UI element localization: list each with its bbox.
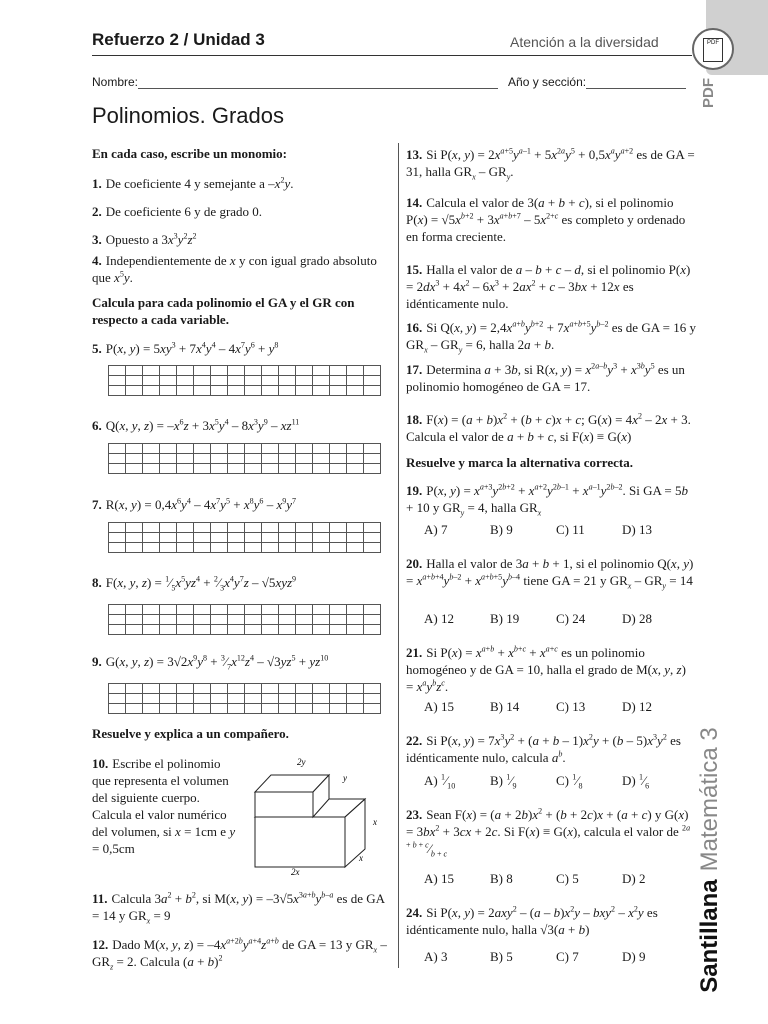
pdf-icon [703, 38, 723, 62]
brand-subject: Matemática 3 [696, 727, 723, 872]
section-label: Año y sección: [508, 75, 587, 89]
name-label: Nombre: [92, 75, 139, 89]
question-10: 10. Escribe el polinomio que representa el volumen del siguiente cuerpo. Calcula el valor numérico del volumen, si x = 1cm e y = 0,5cm [92, 756, 236, 856]
publisher-brand [696, 710, 736, 1010]
question-2: 2. De coeficiente 6 y de grado 0. [92, 204, 263, 219]
answer-grid-8[interactable] [108, 604, 381, 635]
option-19-b[interactable]: B) 9 [490, 522, 513, 537]
question-15: 15. Halla el valor de a – b + c – d, si el polinomio $P(x) = 2dx^3 + 4x^2 - 6x^3 + 2ax^2 + c - 3bx + 12x$ es idénticamente nulo. [406, 262, 691, 311]
instruction-calcula: Calcula para cada polinomio el GA y el GR con respecto a cada variable. [92, 295, 355, 327]
option-19-a[interactable]: A) 7 [424, 522, 448, 537]
answer-grid-7[interactable] [108, 522, 381, 553]
option-21-c[interactable]: C) 13 [556, 699, 586, 714]
option-22-b[interactable]: B) $^1⁄_9$ [490, 772, 517, 791]
figure-label-2x: 2x [291, 867, 300, 877]
instruction-monomio: En cada caso, escribe un monomio: [92, 146, 287, 161]
option-23-d[interactable]: D) 2 [622, 871, 646, 886]
question-24: 24. Si P(x, $y) = 2axy^2 - (a - b)x^2y - bxy^2 - x^2y$ es idénticamente nulo, halla √3(a + b) [406, 904, 658, 937]
question-22: 22. Si P(x, $y) = 7x^3y^2 + (a + b - 1)x^2y + (b - 5)x^3y^2$ es idénticamente nulo, calcula $a^b$. [406, 732, 681, 765]
question-6: 6. Q(x, y, $z) = -x^6z + 3x^5y^4 - 8x^3y^9 - xz^{11}$ [92, 417, 300, 433]
question-4: 4. Independientemente de x y con igual grado absoluto que $x^5y$. [92, 253, 377, 285]
option-24-d[interactable]: D) 9 [622, 949, 646, 964]
figure-label-x-depth: x [359, 853, 363, 863]
question-13: 13. Si P(x, $y) = 2x^{a+5}y^{a-1} + 5x^{2a}y^5 + 0,5x^ay^{a+2}$ es de GA = 31, halla $GR_x - GR_y$. [406, 146, 695, 182]
options-20 [424, 610, 688, 627]
answer-grid-5[interactable] [108, 365, 381, 396]
option-20-a[interactable]: A) 12 [424, 611, 454, 626]
section-field[interactable] [586, 77, 686, 89]
solid-figure [245, 757, 385, 877]
question-20: 20. Halla el valor de 3a + b + 1, si el polinomio Q(x, $y) = x^{a+b+4}y^{b-2} + x^{a+b+5}y^{b-4}$ tiene GA = 21 y $GR_x - GR_y = 14$ [406, 556, 694, 591]
option-22-a[interactable]: A) $^1⁄_{10}$ [424, 772, 456, 791]
worksheet-category: Atención a la diversidad [510, 34, 659, 50]
pdf-vertical-label: PDF [700, 78, 717, 108]
options-23 [424, 870, 688, 887]
brand-name: Santillana [696, 879, 723, 993]
question-1: 1. De coeficiente 4 y semejante a $-x^2y$. [92, 175, 294, 191]
option-20-d[interactable]: D) 28 [622, 611, 652, 626]
options-19 [424, 521, 688, 538]
option-20-c[interactable]: C) 24 [556, 611, 586, 626]
option-24-c[interactable]: C) 7 [556, 949, 579, 964]
answer-grid-9[interactable] [108, 683, 381, 714]
option-22-d[interactable]: D) $^1⁄_6$ [622, 772, 650, 791]
option-23-c[interactable]: C) 5 [556, 871, 579, 886]
question-5: 5. P(x, $y) = 5xy^3 + 7x^4y^4 - 4x^7y^6 + y^8$ [92, 340, 279, 356]
question-3: 3. Opuesto a $3x^3y^2z^2$ [92, 231, 197, 247]
option-21-b[interactable]: B) 14 [490, 699, 520, 714]
option-22-c[interactable]: C) $^1⁄_8$ [556, 772, 583, 791]
question-8: 8. F(x, y, $z) = ^1⁄_5x^5yz^4$ + $^2⁄_3x^4y^7z - √5xyz^9$ [92, 574, 297, 593]
column-divider [398, 143, 399, 968]
header-divider [92, 55, 692, 56]
question-19: 19. P(x, $y) = x^{a+3}y^{2b+2} + x^{a+2}y^{2b-1} + x^{a-1}y^{2b-2}$. Si GA = 5b + 10 y $GR_y = 4$, halla $GR_x$ [406, 482, 689, 518]
question-12: 12. Dado M(x, y, $z) = -4x^{a+2b}y^{a+4}z^{a+b}$ de GA = 13 y $GR_x - GR_z = 2$. Calcula $(a + b)^2$ [92, 936, 387, 972]
option-24-a[interactable]: A) 3 [424, 949, 448, 964]
question-17: 17. Determina a + 3b, si R(x, $y) = x^{2a-b}y^3 + x^{3b}y^5$ es un polinomio homogéneo de GA = 17. [406, 361, 685, 394]
question-9: 9. G(x, y, $z) = 3√2x^9y^8$ + $^3⁄_7x^{12}z^4 - √3yz^5 + yz^{10}$ [92, 653, 329, 672]
answer-grid-6[interactable] [108, 443, 381, 474]
option-21-d[interactable]: D) 12 [622, 699, 652, 714]
question-11: 11. Calcula $3a^2 + b^2$, si M(x, $y) = -3√5x^{3a+b}y^{b-a}$ es de GA = 14 y $GR_x = 9$ [92, 890, 385, 926]
page-title: Polinomios. Grados [92, 103, 284, 128]
instruction-resuelve-marca: Resuelve y marca la alternativa correcta. [406, 455, 633, 470]
question-16: 16. Si Q(x, $y) = 2,4x^{a+b}y^{b+2} + 7x^{a+b+5}y^{b-2}$ es de GA = 16 y $GR_x - GR_y = 6$, halla 2a + b. [406, 319, 696, 355]
name-section-row [92, 75, 686, 89]
option-19-d[interactable]: D) 13 [622, 522, 652, 537]
worksheet-unit-title: Refuerzo 2 / Unidad 3 [92, 30, 265, 49]
options-22 [424, 772, 688, 789]
question-7: 7. R(x, $y) = 0,4x^6y^4 - 4x^7y^5 + x^8y^6 - x^9y^7$ [92, 496, 297, 512]
options-21 [424, 698, 688, 715]
option-20-b[interactable]: B) 19 [490, 611, 520, 626]
option-23-a[interactable]: A) 15 [424, 871, 454, 886]
instruction-resuelve-explica: Resuelve y explica a un compañero. [92, 726, 289, 741]
figure-label-2y: 2y [297, 757, 306, 767]
figure-label-y: y [343, 773, 347, 783]
option-23-b[interactable]: B) 8 [490, 871, 513, 886]
options-24 [424, 948, 688, 965]
question-23: 23. Sean $F(x) = (a + 2b)x^2 + (b + 2c)x + (a + c)$ y $G(x) = 3bx^2 + 3cx + 2c$. Si F(x) ≡ G(x), calcula el valor de $^{2a + b + c}⁄_{b + c}$ [406, 806, 691, 859]
option-19-c[interactable]: C) 11 [556, 522, 585, 537]
question-18: 18. $F(x) = (a + b)x^2 + (b + c)x + c$; $G(x) = 4x^2 - 2x + 3$. Calcula el valor de a + b + c, si F(x) ≡ G(x) [406, 411, 691, 444]
figure-label-x-right: x [373, 817, 377, 827]
pdf-icon-label: PDF [707, 40, 719, 46]
name-field[interactable] [138, 77, 498, 89]
question-21: 21. Si $P(x) = x^{a+b} + x^{b+c} + x^{a+c}$ es un polinomio homogéneo y de GA = 10, halla el grado de M(x, y, $z) = x^ay^bz^c$. [406, 644, 686, 694]
question-14: 14. Calcula el valor de 3(a + b + c), si el polinomio $P(x) = √5x^{b+2} + 3x^{a+b+7} - 5x^{2+c}$ es completo y ordenado en forma creciente. [406, 195, 686, 244]
option-24-b[interactable]: B) 5 [490, 949, 513, 964]
option-21-a[interactable]: A) 15 [424, 699, 454, 714]
